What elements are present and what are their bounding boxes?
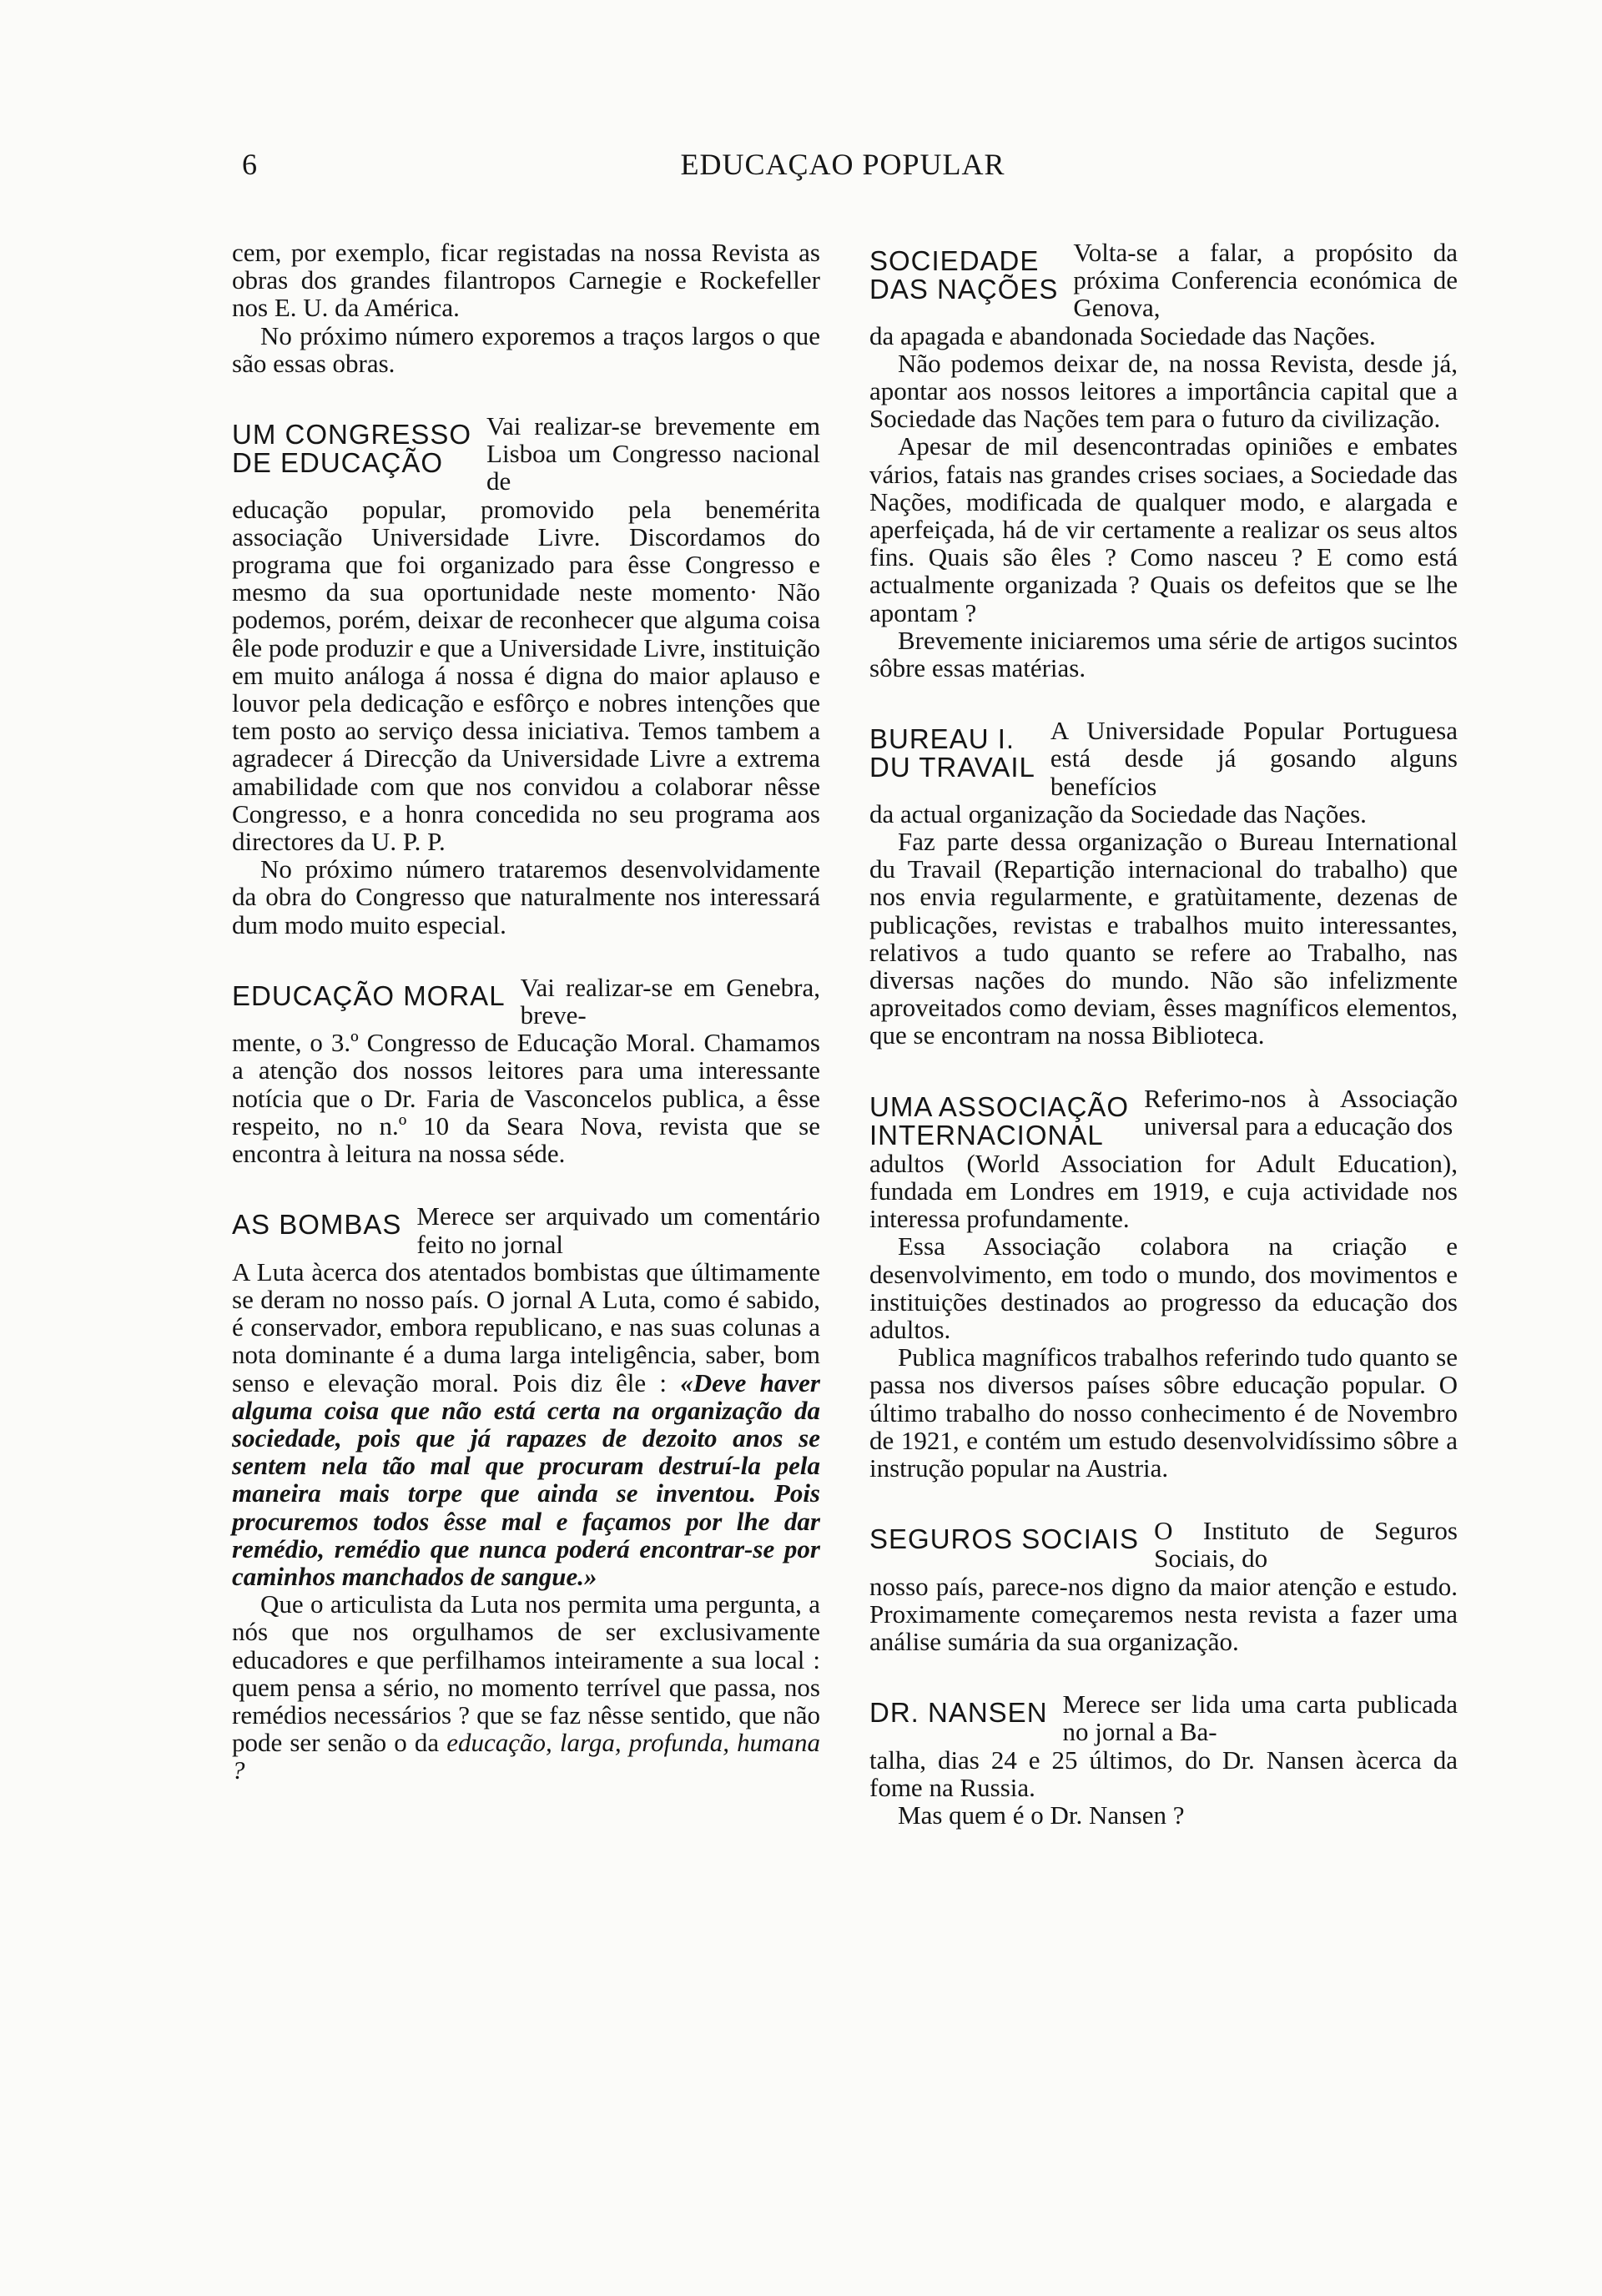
section-seguros [869, 1517, 1458, 1655]
section-lead: Vai realizar-se brevemente em Lisboa um Congresso nacional de [486, 411, 820, 496]
paragraph-text: Que o articulista da Luta nos permita uma pergunta, a nós que nos orgulhamos de ser exclusivamente educadores e que perfilhamos inteiramente a sua local : quem pensa a sério, no momento terrível que passa, nos remédios necessários ? que se faz nêsse sentido, que não pode ser senão o da [232, 1589, 820, 1758]
section-bureau [869, 717, 1458, 1049]
paragraph: Publica magníficos trabalhos referindo tudo quanto se passa nos diversos países sôbre educação popular. O último trabalho do nosso conhecimento é de Novembro de 1921, e contém um estudo desenvolvidíssimo sôbre a instrução popular na Austria. [869, 1342, 1458, 1483]
section-head [869, 1517, 1458, 1572]
section-nansen [869, 1690, 1458, 1829]
paragraph: cem, por exemplo, ficar registadas na nossa Revista as obras dos grandes filantropos Carnegie e Rockefeller nos E. U. da América. [232, 238, 820, 323]
section-lead: Vai realizar-se em Genebra, breve- [520, 972, 820, 1030]
paragraph: mente, o 3.º Congresso de Educação Moral. Chamamos a atenção dos nossos leitores para uma interessante notícia que o Dr. Faria de Vasconcelos publica, a êsse respeito, no n.º 10 da Seara Nova, revista que se encontra à leitura na nossa séde. [232, 1028, 820, 1169]
section-heading: BUREAU I. DU TRAVAIL [869, 723, 1035, 783]
section-bombas [232, 1202, 820, 1784]
paragraph: Não podemos deixar de, na nossa Revista, desde já, apontar aos nossos leitores a importância capital que a Sociedade das Nações tem para o futuro da civilização. [869, 348, 1458, 434]
section-lead: A Universidade Popular Portuguesa está desde já gosando alguns benefícios [1050, 716, 1458, 801]
paragraph: adultos (World Association for Adult Education), fundada em Londres em 1919, e cuja actividade nos interessa profundamente. [869, 1148, 1458, 1234]
section-educacao-moral [232, 974, 820, 1167]
section-lead: Volta-se a falar, a propósito da próxima Conferencia económica de Genova, [1073, 238, 1458, 323]
section-heading: EDUCAÇÃO MORAL [232, 979, 506, 1011]
section-heading: AS BOMBAS [232, 1209, 402, 1241]
paragraph [232, 1590, 820, 1784]
paragraph: Faz parte dessa organização o Bureau International du Travail (Repartição internacional do trabalho) que nos envia regularmente, e gratùitamente, dezenas de publicações, revistas e trabalhos muito interessantes, relativos a tudo quanto se refere ao Trabalho, nas diversas nações do mundo. Não são infelizmente aproveitados como deviam, êsses magníficos elementos, que se encontram na nossa Biblioteca. [869, 827, 1458, 1050]
paragraph: Essa Associação colabora na criação e desenvolvimento, em todo o mundo, dos movimentos e instituições destinados ao progresso da educação dos adultos. [869, 1231, 1458, 1344]
section-congresso [232, 412, 820, 939]
paragraph: da actual organização da Sociedade das Nações. [869, 798, 1367, 828]
paragraph: nosso país, parece-nos digno da maior atenção e estudo. Proximamente começaremos nesta revista a fazer uma análise sumária da sua organização. [869, 1571, 1458, 1656]
paragraph [232, 1258, 820, 1590]
section-lead: Merece ser lida uma carta publicada no jornal a Ba- [1062, 1689, 1458, 1747]
running-head [217, 147, 1468, 189]
section-lead: Referimo-nos à Associação universal para a educação dos [1144, 1083, 1458, 1140]
section-head [869, 239, 1458, 322]
section-head [232, 1202, 820, 1257]
paragraph: da apagada e abandonada Sociedade das Nações. [869, 320, 1376, 350]
section-heading: UMA ASSOCIAÇÃO INTERNACIONAL [869, 1090, 1130, 1151]
section-heading: UM CONGRESSO DE EDUCAÇÃO [232, 419, 472, 479]
section-head [232, 412, 820, 496]
section-heading: SEGUROS SOCIAIS [869, 1523, 1140, 1555]
section-head [869, 717, 1458, 800]
left-column [232, 239, 820, 1785]
paragraph: educação popular, promovido pela benemérita associação Universidade Livre. Discordamos do programa que foi organizado para êsse Congresso e mesmo da sua oportunidade neste momento· Não podemos, porém, deixar de reconhecer que alguma coisa êle pode produzir e que a Universidade Livre, instituição em muito análoga á nossa é digna do maior aplauso e louvor pela dedicação e esfôrço e nobres intenções que tem posto ao serviço dessa iniciativa. Temos tambem a agradecer á Direcção da Universidade Livre a extrema amabilidade com que nos convidou a colaborar nêsse Congresso, e a honra concedida no seu programa aos directores da U. P. P. [232, 494, 820, 857]
quotation: «Deve haver alguma coisa que não está certa na organização da sociedade, pois que já rapazes de dezoito anos se sentem nela tão mal que procuram destruí-la pela maneira mais torpe que ainda se inventou. Pois procuremos todos êsse mal e façamos por lhe dar remédio, remédio que nunca poderá encontrar-se por caminhos manchados de sangue.» [232, 1367, 820, 1591]
section-lead: Merece ser arquivado um comentário feito no jornal [416, 1201, 820, 1259]
section-heading: DR. NANSEN [869, 1697, 1048, 1729]
section-head [869, 1085, 1458, 1150]
section-heading: SOCIEDADE DAS NAÇÕES [869, 245, 1059, 305]
right-column [869, 239, 1458, 1829]
paragraph: Brevemente iniciaremos uma série de artigos sucintos sôbre essas matérias. [869, 625, 1458, 683]
paragraph: No próximo número trataremos desenvolvidamente da obra do Congresso que naturalmente nos interessará dum modo muito especial. [232, 854, 820, 939]
paragraph: No próximo número exporemos a traços largos o que são essas obras. [232, 320, 820, 378]
page-number: 6 [242, 148, 257, 181]
paragraph: talha, dias 24 e 25 últimos, do Dr. Nansen àcerca da fome na Russia. [869, 1745, 1458, 1802]
intro-section [232, 239, 820, 377]
emphasis: educação, larga, profunda, humana ? [232, 1728, 821, 1785]
section-associacao [869, 1085, 1458, 1482]
paragraph-text: A Luta àcerca dos atentados bombistas que últimamente se deram no nosso país. O jornal A Luta, como é sabido, é conservador, embora republicano, e nas suas colunas a nota dominante é a duma larga inteligência, saber, bom senso e elevação moral. Pois diz êle : [232, 1256, 820, 1397]
paragraph: Mas quem é o Dr. Nansen ? [898, 1800, 1185, 1830]
section-head [869, 1690, 1458, 1745]
section-head [232, 974, 820, 1029]
page-title: EDUCAÇAO POPULAR [680, 148, 1005, 181]
paragraph: Apesar de mil desencontradas opiniões e embates vários, fatais nas grandes crises sociaes, a Sociedade das Nações, modificada de qualquer modo, e alargada e aperfeiçada, há de vir certamente a realizar os seus altos fins. Quais são êles ? Como nasceu ? E como está actualmente organizada ? Quais os defeitos que se lhe apontam ? [869, 431, 1458, 627]
section-sociedade-das-nacoes [869, 239, 1458, 682]
section-lead: O Instituto de Seguros Sociais, do [1154, 1516, 1458, 1573]
